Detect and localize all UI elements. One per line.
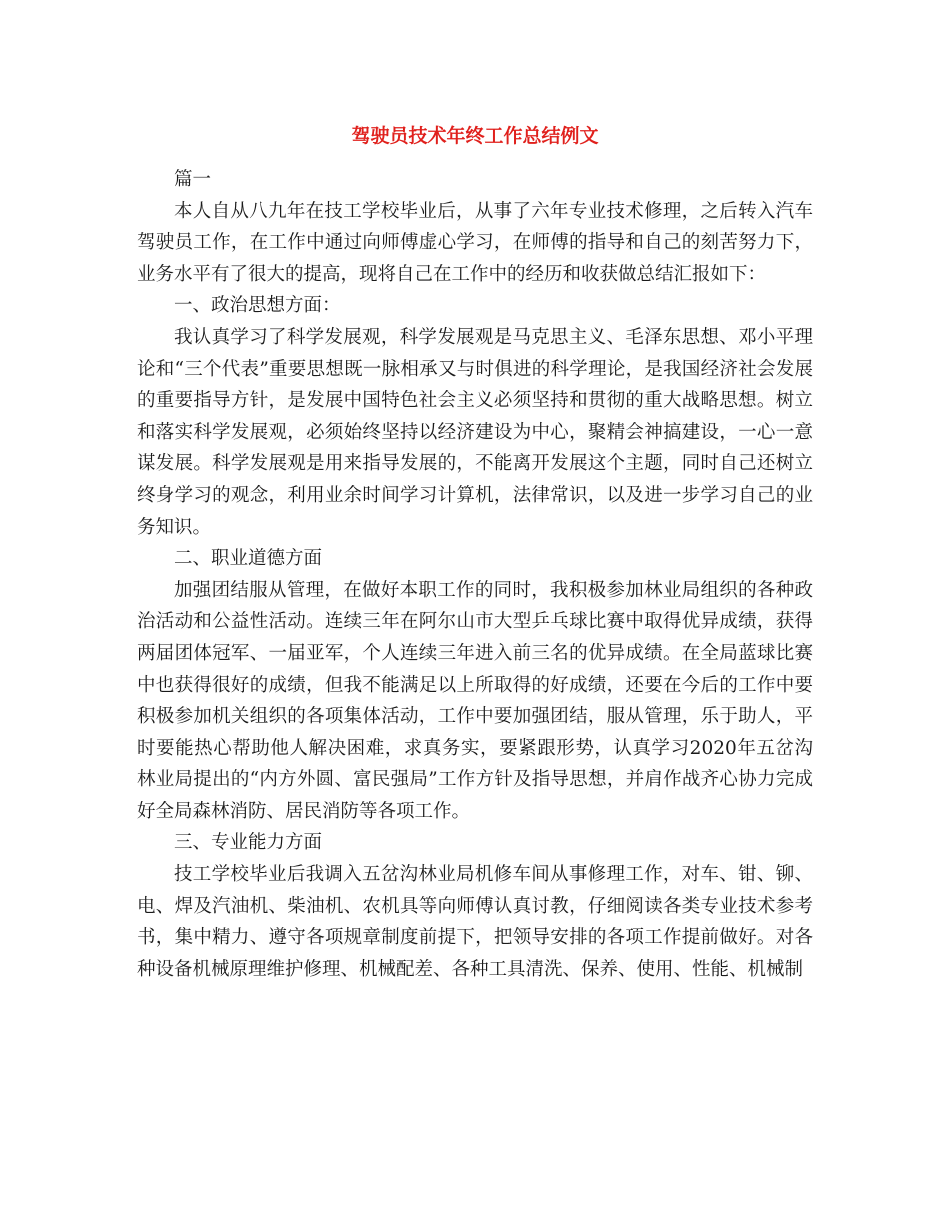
- document-body: [137, 164, 813, 985]
- political-paragraph: 我认真学习了科学发展观，科学发展观是马克思主义、毛泽东思想、邓小平理论和“三个代表”重要思想既一脉相承又与时俱进的科学理论，是我国经济社会发展的重要指导方针，是发展中国特色社会主义必须坚持和贯彻的重大战略思想。树立和落实科学发展观，必须始终坚持以经济建设为中心，聚精会神搞建设，一心一意谋发展。科学发展观是用来指导发展的，不能离开发展这个主题，同时自己还树立终身学习的观念，利用业余时间学习计算机，法律常识，以及进一步学习自己的业务知识。: [137, 326, 813, 538]
- section-heading-political: 一、政治思想方面：: [174, 295, 341, 317]
- intro-paragraph: 本人自从八九年在技工学校毕业后，从事了六年专业技术修理，之后转入汽车驾驶员工作，在工作中通过向师傅虚心学习，在师傅的指导和自己的刻苦努力下，业务水平有了很大的提高，现将自己在工作中的经历和收获做总结汇报如下：: [137, 200, 813, 285]
- ability-paragraph: 技工学校毕业后我调入五岔沟林业局机修车间从事修理工作，对车、钳、铆、电、焊及汽油机、柴油机、农机具等向师傅认真讨教，仔细阅读各类专业技术参考书，集中精力、遵守各项规章制度前提下，把领导安排的各项工作提前做好。对各种设备机械原理维护修理、机械配差、各种工具清洗、保养、使用、性能、机械制: [137, 864, 813, 980]
- section-heading-ability: 三、专业能力方面: [174, 832, 323, 854]
- section-label-part-one: 篇一: [174, 169, 212, 190]
- ethics-paragraph: 加强团结服从管理，在做好本职工作的同时，我积极参加林业局组织的各种政治活动和公益性活动。连续三年在阿尔山市大型乒乓球比赛中取得优异成绩，获得两届团体冠军、一届亚军，个人连续三年进入前三名的优异成绩。在全局蓝球比赛中也获得很好的成绩，但我不能满足以上所取得的好成绩，还要在今后的工作中要积极参加机关组织的各项集体活动，工作中要加强团结，服从管理，乐于助人，平时要能热心帮助他人解决困难，求真务实，要紧跟形势，认真学习2020年五岔沟林业局提出的“内方外圆、富民强局”工作方针及指导思想，并肩作战齐心协力完成好全局森林消防、居民消防等各项工作。: [137, 579, 813, 822]
- document-title: 驾驶员技术年终工作总结例文: [351, 125, 599, 147]
- section-heading-ethics: 二、职业道德方面: [174, 548, 323, 570]
